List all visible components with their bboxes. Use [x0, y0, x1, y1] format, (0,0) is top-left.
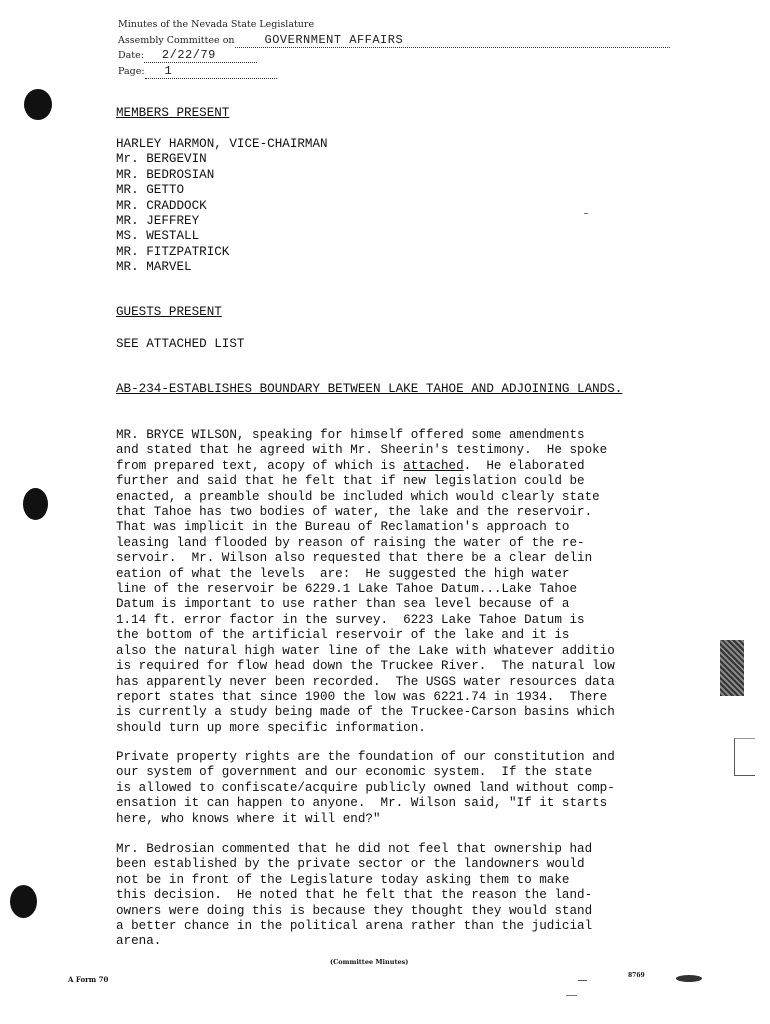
page-code: 8769: [628, 972, 645, 979]
member-name: MR. FITZPATRICK: [116, 244, 230, 259]
text-line: our system of government and our economic system. If the state: [116, 765, 593, 780]
committee-value: GOVERNMENT AFFAIRS: [235, 33, 670, 48]
text-line: Private property rights are the foundation of our constitution and: [116, 750, 615, 764]
guests-present-heading: GUESTS PRESENT: [116, 305, 222, 319]
text-line: Datum is important to use rather than sea level because of a: [116, 597, 570, 612]
text-line: is required for flow head down the Truckee River. The natural low: [116, 659, 615, 674]
text-line: further and said that he felt that if new legislation could be: [116, 474, 585, 489]
date-value: 2/22/79: [144, 48, 257, 63]
text-line: been established by the private sector or the landowners would: [116, 857, 585, 872]
text-line: owners were doing this is because they thought they would stand: [116, 903, 593, 918]
attached-word: attached: [403, 458, 464, 473]
committee-line: [118, 33, 670, 48]
text-line: a better chance in the political arena rather than the judicial: [116, 919, 593, 934]
stray-mark: [584, 213, 588, 214]
printer-seal-icon: [676, 975, 702, 982]
text-line: arena.: [116, 934, 162, 949]
member-name: MR. BEDROSIAN: [116, 167, 215, 182]
property-rights-paragraph: [116, 750, 615, 827]
text-segment: from prepared text, acopy of which is: [116, 458, 404, 473]
members-list: [116, 137, 328, 276]
text-line: 1.14 ft. error factor in the survey. 6223 Lake Tahoe Datum is: [116, 612, 585, 627]
date-line: [118, 48, 257, 63]
text-line: enacted, a preamble should be included which would clearly state: [116, 489, 600, 504]
committee-label: Assembly Committee on: [118, 35, 235, 46]
text-line: line of the reservoir be 6229.1 Lake Tahoe Datum...Lake Tahoe: [116, 582, 578, 597]
text-line: ensation it can happen to anyone. Mr. Wilson said, "If it starts: [116, 796, 608, 811]
text-line: the bottom of the artificial reservoir of the lake and it is: [116, 628, 570, 643]
text-line: is allowed to confiscate/acquire publicly owned land without comp-: [116, 780, 615, 795]
page-number: 1: [145, 64, 277, 79]
text-line: eation of what the levels are: He suggested the high water: [116, 566, 570, 581]
member-name: MR. JEFFREY: [116, 213, 200, 228]
member-name: HARLEY HARMON, VICE-CHAIRMAN: [116, 137, 328, 151]
page-label: Page:: [118, 66, 145, 77]
margin-bracket: [734, 738, 755, 776]
member-name: MR. GETTO: [116, 183, 185, 198]
wilson-testimony-paragraph: [116, 428, 615, 736]
bedrosian-comment-paragraph: [116, 842, 592, 950]
text-line: should turn up more specific information.: [116, 720, 426, 735]
text-line: also the natural high water line of the Lake with whatever additio: [116, 643, 615, 658]
text-line: is currently a study being made of the Truckee-Carson basins which: [116, 705, 615, 720]
text-line: [116, 459, 615, 474]
binder-hole: [10, 885, 37, 918]
scan-artifact: [720, 640, 744, 696]
text-line: here, who knows where it will end?": [116, 811, 381, 826]
committee-minutes-label: (Committee Minutes): [330, 958, 409, 966]
page-line: [118, 64, 277, 79]
member-name: MR. MARVEL: [116, 260, 192, 275]
text-line: that Tahoe has two bodies of water, the lake and the reservoir.: [116, 505, 593, 520]
text-line: leasing land flooded by reason of raising the water of the re-: [116, 535, 585, 550]
stray-mark: [578, 980, 587, 981]
text-segment: . He elaborated: [463, 458, 585, 473]
members-present-heading: MEMBERS PRESENT: [116, 106, 230, 120]
stray-mark: [566, 995, 577, 996]
binder-hole: [24, 89, 52, 120]
text-line: has apparently never been recorded. The USGS water resources data: [116, 674, 615, 689]
member-name: MR. CRADDOCK: [116, 198, 207, 213]
text-line: report states that since 1900 the low was 6221.74 in 1934. There: [116, 689, 608, 704]
text-line: servoir. Mr. Wilson also requested that there be a clear delin: [116, 551, 593, 566]
text-line: Mr. Bedrosian commented that he did not feel that ownership had: [116, 842, 593, 856]
member-name: MS. WESTALL: [116, 229, 200, 244]
text-line: and stated that he agreed with Mr. Sheerin's testimony. He spoke: [116, 443, 608, 458]
legislature-heading: Minutes of the Nevada State Legislature: [118, 19, 315, 30]
binder-hole: [23, 488, 48, 520]
text-line: That was implicit in the Bureau of Reclamation's approach to: [116, 520, 570, 535]
form-number: A Form 70: [68, 975, 109, 984]
text-line: MR. BRYCE WILSON, speaking for himself offered some amendments: [116, 428, 585, 442]
guests-text: SEE ATTACHED LIST: [116, 337, 245, 351]
bill-title: AB-234-ESTABLISHES BOUNDARY BETWEEN LAKE TAHOE AND ADJOINING LANDS.: [116, 382, 623, 396]
member-name: Mr. BERGEVIN: [116, 152, 207, 167]
date-label: Date:: [118, 50, 144, 61]
text-line: not be in front of the Legislature today asking them to make: [116, 872, 570, 887]
text-line: this decision. He noted that he felt that the reason the land-: [116, 888, 593, 903]
